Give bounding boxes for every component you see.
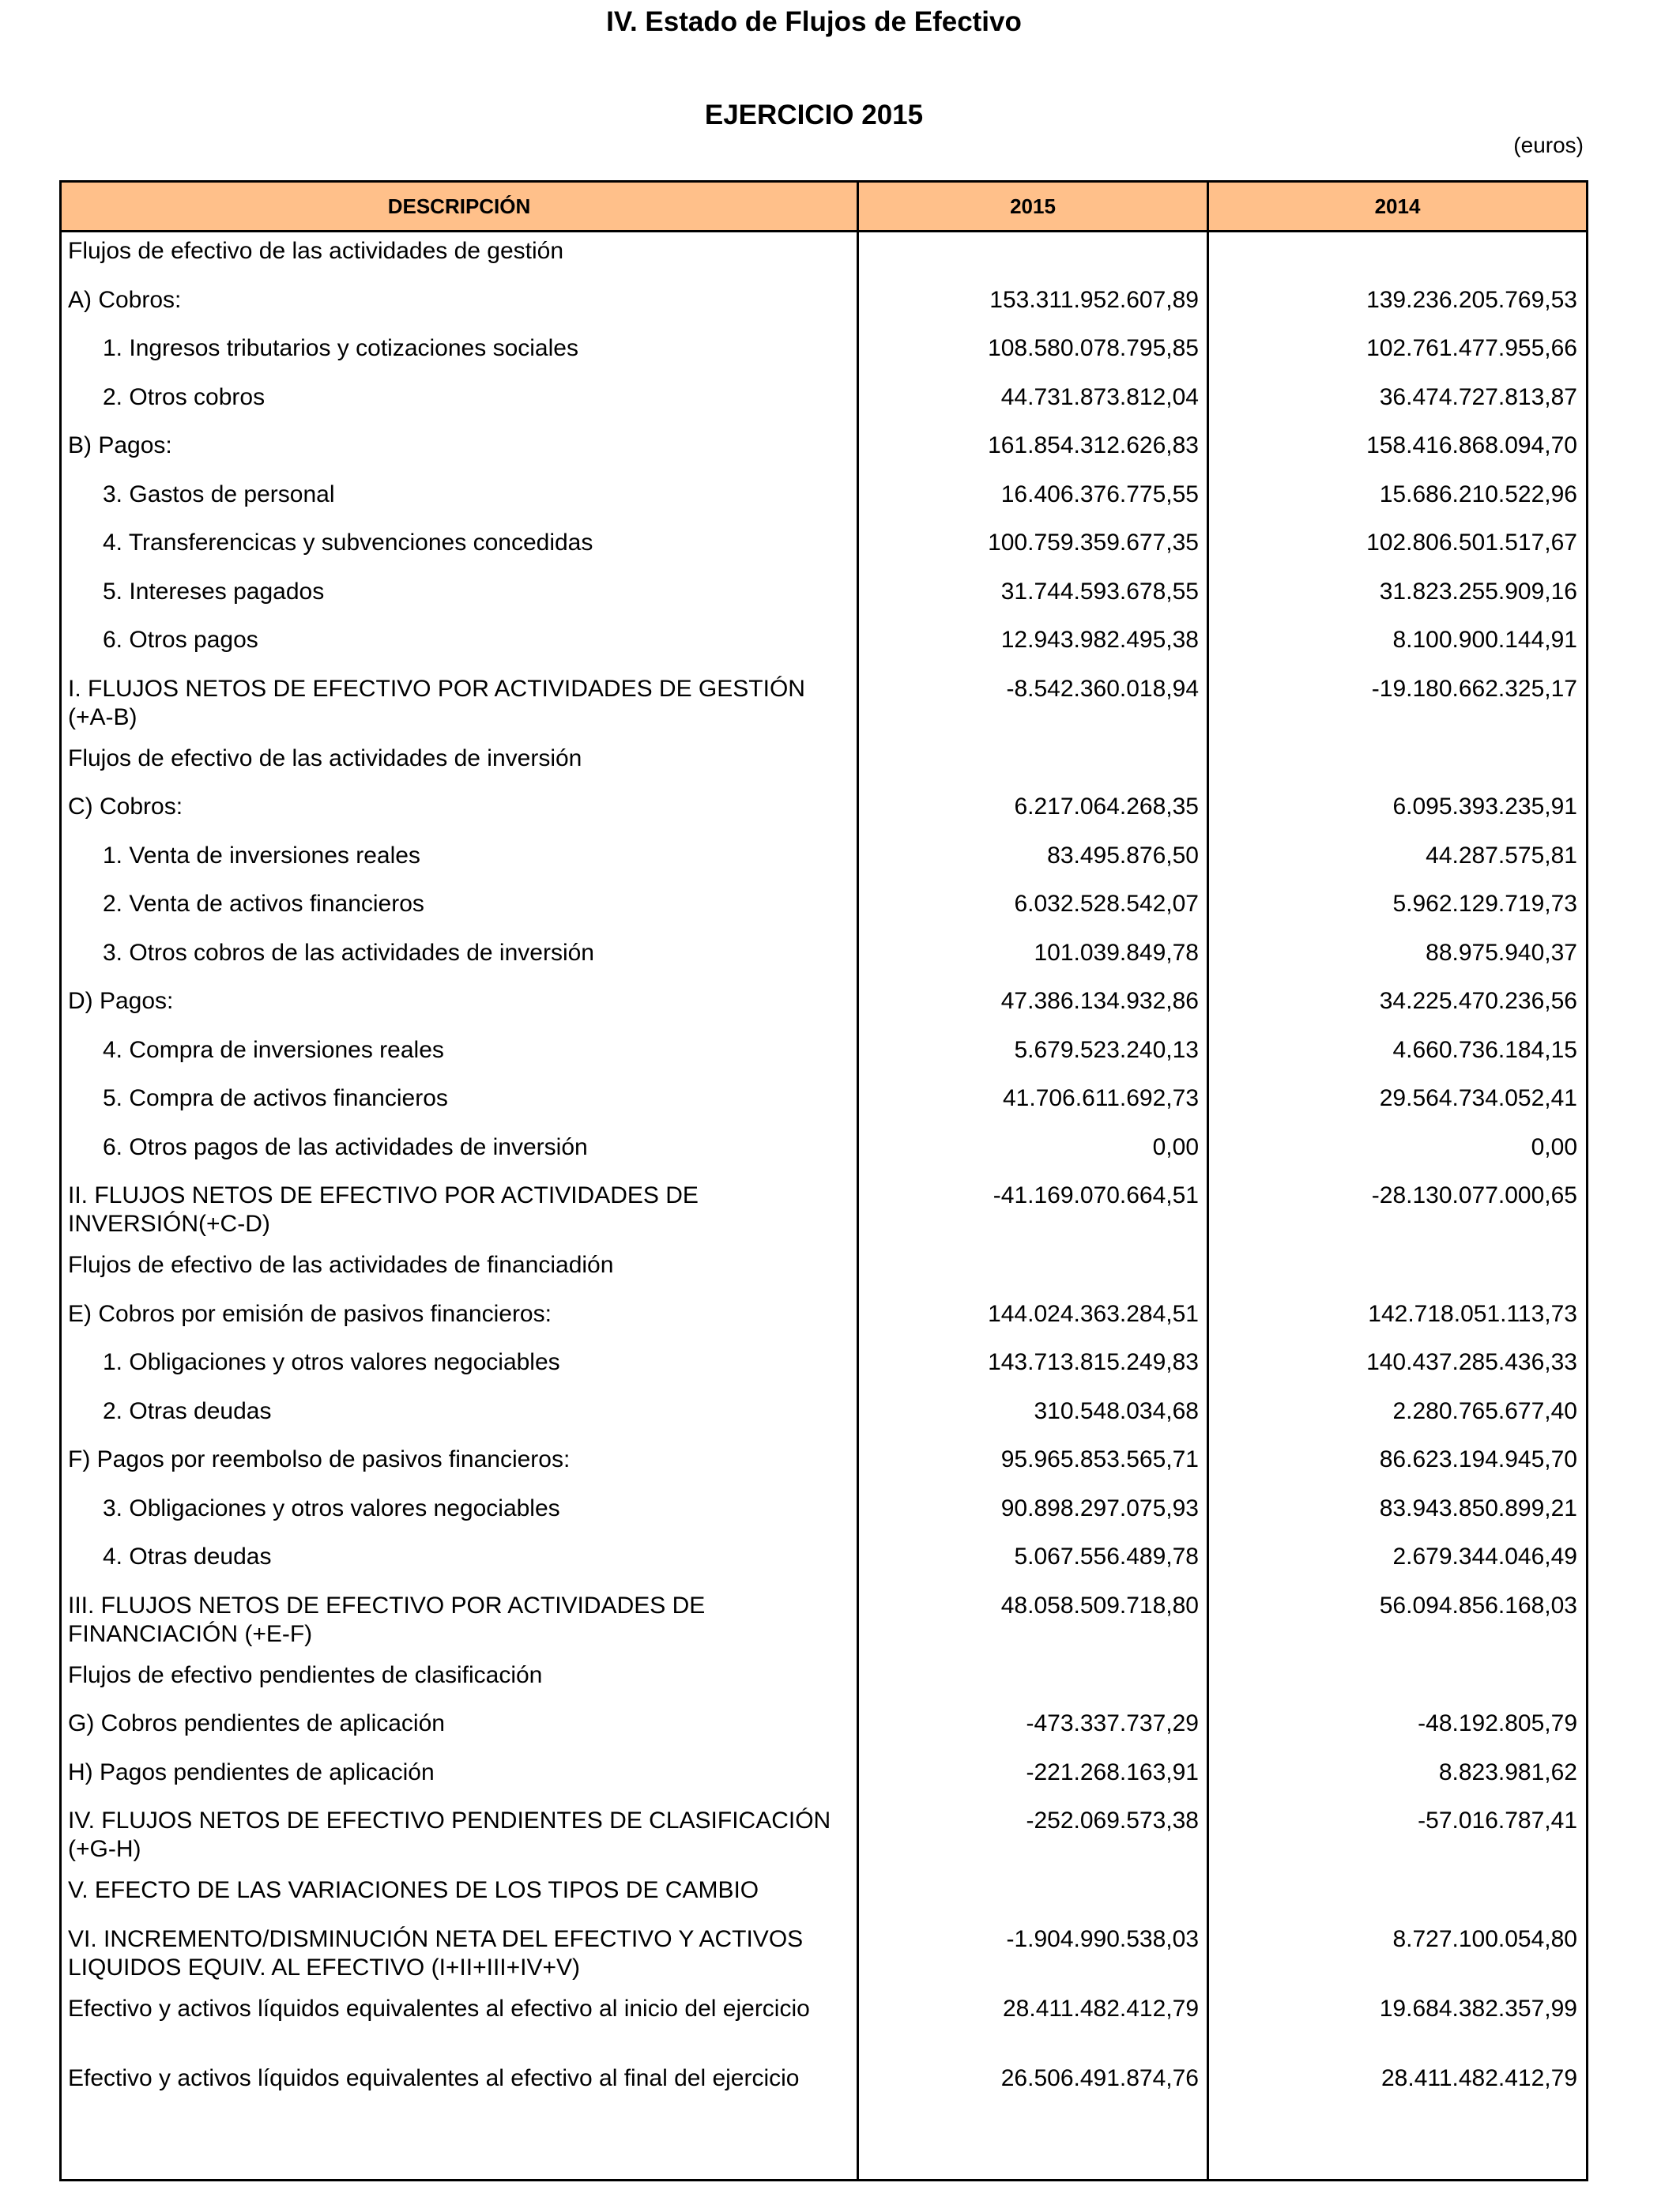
row-description: Flujos de efectivo de las actividades de gestión <box>68 238 564 264</box>
row-value-2014: 142.718.051.113,73 <box>1368 1300 1577 1327</box>
row-value-2015: 101.039.849,78 <box>1034 939 1199 966</box>
row-value-2015: 83.495.876,50 <box>1047 842 1199 869</box>
header-description: DESCRIPCIÓN <box>387 194 531 218</box>
row-value-2015: 47.386.134.932,86 <box>1000 988 1199 1014</box>
table-row <box>62 427 1586 476</box>
row-value-2015: 5.679.523.240,13 <box>1014 1036 1199 1063</box>
row-value-2015: 44.731.873.812,04 <box>1000 383 1199 410</box>
row-value-2014: 83.943.850.899,21 <box>1379 1495 1577 1521</box>
row-value-2014: 15.686.210.522,96 <box>1379 481 1577 507</box>
row-value-2014: 102.761.477.955,66 <box>1366 335 1577 361</box>
row-description: Flujos de efectivo de las actividades de inversión <box>68 745 582 771</box>
row-value-2015: -473.337.737,29 <box>1026 1710 1199 1736</box>
row-value-2015: 0,00 <box>1152 1133 1199 1160</box>
row-description: E) Cobros por emisión de pasivos financieros: <box>68 1300 552 1327</box>
table-row <box>62 476 1586 525</box>
row-description: 5. Compra de activos financieros <box>103 1085 448 1111</box>
table-row <box>62 281 1586 330</box>
row-value-2015: 6.032.528.542,07 <box>1014 891 1199 917</box>
table-row <box>62 330 1586 379</box>
row-value-2015: 16.406.376.775,55 <box>1000 481 1199 507</box>
table-row <box>62 885 1586 934</box>
table-row <box>62 1872 1586 1921</box>
row-value-2014: 28.411.482.412,79 <box>1381 2064 1577 2091</box>
header-year-2014: 2014 <box>1374 194 1421 218</box>
table-row <box>62 1990 1586 2060</box>
table-row <box>62 740 1586 789</box>
row-value-2015: 143.713.815.249,83 <box>988 1349 1199 1375</box>
row-value-2015: 95.965.853.565,71 <box>1000 1446 1199 1472</box>
row-description: Efectivo y activos líquidos equivalentes al efectivo al inicio del ejercicio <box>68 1995 810 2022</box>
row-value-2014: 88.975.940,37 <box>1426 939 1577 966</box>
table-row <box>62 1129 1586 1178</box>
row-description: 2. Venta de activos financieros <box>103 891 424 917</box>
row-description: 3. Otros cobros de las actividades de inversión <box>103 939 594 966</box>
table-row <box>62 982 1586 1031</box>
row-value-2015: 41.706.611.692,73 <box>1002 1085 1199 1111</box>
row-description: 2. Otros cobros <box>103 383 266 410</box>
row-value-2014: 2.679.344.046,49 <box>1392 1544 1577 1570</box>
header-year-2015: 2015 <box>1010 194 1056 218</box>
row-value-2014: 140.437.285.436,33 <box>1366 1349 1577 1375</box>
row-value-2014: 102.806.501.517,67 <box>1366 530 1577 556</box>
row-value-2014: 36.474.727.813,87 <box>1379 383 1577 410</box>
table-row <box>62 788 1586 837</box>
row-value-2015: 100.759.359.677,35 <box>988 530 1199 556</box>
row-value-2014: 8.823.981,62 <box>1438 1759 1577 1785</box>
table-row <box>62 1802 1586 1872</box>
row-value-2015: 28.411.482.412,79 <box>1002 1995 1199 2022</box>
row-value-2014: 44.287.575,81 <box>1426 842 1577 869</box>
row-description: 2. Otras deudas <box>103 1397 272 1424</box>
row-value-2014: 31.823.255.909,16 <box>1379 578 1577 605</box>
row-description: G) Cobros pendientes de aplicación <box>68 1710 445 1736</box>
row-value-2014: 5.962.129.719,73 <box>1392 891 1577 917</box>
row-value-2014: 86.623.194.945,70 <box>1379 1446 1577 1472</box>
row-value-2014: -57.016.787,41 <box>1418 1808 1577 1834</box>
table-row <box>62 524 1586 573</box>
row-value-2014: 56.094.856.168,03 <box>1379 1592 1577 1619</box>
row-value-2015: 144.024.363.284,51 <box>988 1300 1199 1327</box>
row-description: F) Pagos por reembolso de pasivos financieros: <box>68 1446 571 1472</box>
row-value-2014: 139.236.205.769,53 <box>1366 286 1577 313</box>
row-value-2015: 5.067.556.489,78 <box>1014 1544 1199 1570</box>
table-header-row <box>62 183 1586 232</box>
table-body <box>62 232 1586 2129</box>
row-description: 6. Otros pagos de las actividades de inversión <box>103 1133 588 1160</box>
row-description: 1. Ingresos tributarios y cotizaciones sociales <box>103 335 578 361</box>
row-description: 3. Obligaciones y otros valores negociables <box>103 1495 560 1521</box>
row-description: Flujos de efectivo pendientes de clasificación <box>68 1661 543 1688</box>
row-value-2014: 6.095.393.235,91 <box>1392 794 1577 820</box>
row-value-2014: 4.660.736.184,15 <box>1392 1036 1577 1063</box>
row-value-2015: 108.580.078.795,85 <box>988 335 1199 361</box>
table-row <box>62 379 1586 428</box>
row-value-2014: 34.225.470.236,56 <box>1379 988 1577 1014</box>
row-description: 5. Intereses pagados <box>103 578 325 605</box>
row-description: III. FLUJOS NETOS DE EFECTIVO POR ACTIVIDADES DE FINANCIACIÓN (+E-F) <box>68 1592 706 1647</box>
table-row <box>62 1177 1586 1246</box>
row-description: C) Cobros: <box>68 794 183 820</box>
table-row <box>62 837 1586 886</box>
row-value-2015: 26.506.491.874,76 <box>1000 2064 1199 2091</box>
table-row <box>62 934 1586 983</box>
row-value-2015: -221.268.163,91 <box>1026 1759 1199 1785</box>
row-value-2014: 19.684.382.357,99 <box>1379 1995 1577 2022</box>
row-value-2014: -19.180.662.325,17 <box>1371 675 1577 702</box>
row-value-2015: 90.898.297.075,93 <box>1000 1495 1199 1521</box>
table-row <box>62 1490 1586 1539</box>
row-value-2014: 29.564.734.052,41 <box>1379 1085 1577 1111</box>
table-row <box>62 621 1586 670</box>
unit-label: (euros) <box>1513 133 1584 157</box>
page-title: IV. Estado de Flujos de Efectivo <box>606 6 1022 37</box>
table-row <box>62 1538 1586 1587</box>
row-value-2014: 8.100.900.144,91 <box>1392 627 1577 653</box>
table-row <box>62 1441 1586 1490</box>
row-value-2015: 310.548.034,68 <box>1034 1397 1199 1424</box>
row-value-2015: 12.943.982.495,38 <box>1000 627 1199 653</box>
row-value-2015: -8.542.360.018,94 <box>1006 675 1199 702</box>
row-description: 4. Otras deudas <box>103 1544 272 1570</box>
row-description: A) Cobros: <box>68 286 182 313</box>
table-row <box>62 232 1586 281</box>
row-description: H) Pagos pendientes de aplicación <box>68 1759 435 1785</box>
row-description: B) Pagos: <box>68 432 172 458</box>
row-description: IV. FLUJOS NETOS DE EFECTIVO PENDIENTES DE CLASIFICACIÓN (+G-H) <box>68 1808 831 1862</box>
row-value-2014: 2.280.765.677,40 <box>1392 1397 1577 1424</box>
table-row <box>62 1754 1586 1803</box>
row-value-2015: 48.058.509.718,80 <box>1000 1592 1199 1619</box>
table-row <box>62 1393 1586 1442</box>
table-row <box>62 1705 1586 1754</box>
row-description: II. FLUJOS NETOS DE EFECTIVO POR ACTIVIDADES DE INVERSIÓN(+C-D) <box>68 1182 699 1237</box>
row-value-2014: -48.192.805,79 <box>1418 1710 1577 1736</box>
row-description: 1. Venta de inversiones reales <box>103 842 420 869</box>
table-row <box>62 2060 1586 2129</box>
table-row <box>62 1031 1586 1080</box>
table-row <box>62 1921 1586 1990</box>
row-value-2015: -1.904.990.538,03 <box>1006 1925 1199 1952</box>
row-description: VI. INCREMENTO/DISMINUCIÓN NETA DEL EFECTIVO Y ACTIVOS LIQUIDOS EQUIV. AL EFECTIVO (I+II+III+IV+V) <box>68 1925 804 1981</box>
row-value-2014: 0,00 <box>1531 1133 1577 1160</box>
table-row <box>62 1587 1586 1657</box>
table-row <box>62 1657 1586 1706</box>
table-row <box>62 573 1586 622</box>
row-description: V. EFECTO DE LAS VARIACIONES DE LOS TIPOS DE CAMBIO <box>68 1877 759 1903</box>
table-row <box>62 1246 1586 1295</box>
row-description: Flujos de efectivo de las actividades de financiadión <box>68 1252 614 1278</box>
row-value-2014: 158.416.868.094,70 <box>1366 432 1577 458</box>
row-value-2015: 31.744.593.678,55 <box>1000 578 1199 605</box>
row-description: 6. Otros pagos <box>103 627 258 653</box>
row-description: I. FLUJOS NETOS DE EFECTIVO POR ACTIVIDADES DE GESTIÓN (+A-B) <box>68 675 805 730</box>
row-description: 3. Gastos de personal <box>103 481 335 507</box>
row-description: Efectivo y activos líquidos equivalentes al efectivo al final del ejercicio <box>68 2064 800 2091</box>
table-row <box>62 1295 1586 1344</box>
row-value-2015: -252.069.573,38 <box>1026 1808 1199 1834</box>
row-value-2015: 6.217.064.268,35 <box>1014 794 1199 820</box>
table-row <box>62 1080 1586 1129</box>
row-description: 4. Transferencicas y subvenciones concedidas <box>103 530 593 556</box>
row-value-2015: -41.169.070.664,51 <box>993 1182 1199 1208</box>
cash-flow-table <box>59 180 1588 2181</box>
row-description: 1. Obligaciones y otros valores negociables <box>103 1349 560 1375</box>
table-row <box>62 1344 1586 1393</box>
row-value-2014: -28.130.077.000,65 <box>1371 1182 1577 1208</box>
row-description: 4. Compra de inversiones reales <box>103 1036 444 1063</box>
row-description: D) Pagos: <box>68 988 174 1014</box>
row-value-2015: 161.854.312.626,83 <box>988 432 1199 458</box>
row-value-2015: 153.311.952.607,89 <box>989 286 1199 313</box>
page-subtitle: EJERCICIO 2015 <box>704 100 924 130</box>
table-row <box>62 670 1586 740</box>
row-value-2014: 8.727.100.054,80 <box>1392 1925 1577 1952</box>
